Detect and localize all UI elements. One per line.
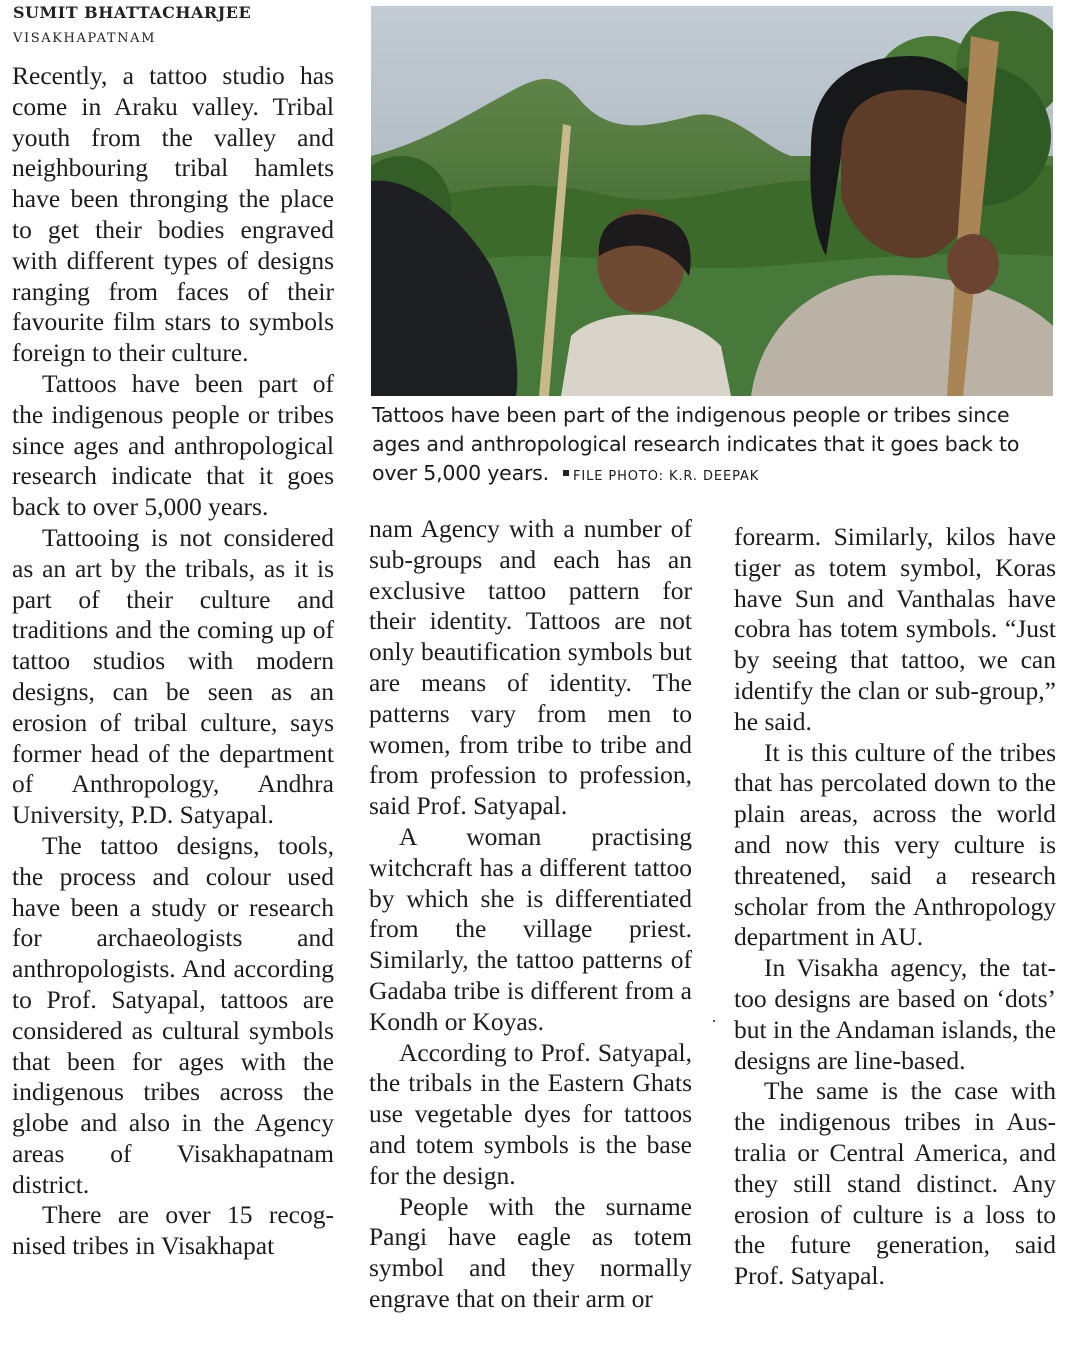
byline: SUMIT BHATTACHARJEE (13, 3, 252, 22)
photo-credit: FILE PHOTO: K.R. DEEPAK (572, 469, 760, 484)
paragraph: People with the surname Pangi have eagle as totem symbol and they normally engrave that on their arm or (369, 1191, 692, 1313)
paragraph: Tattooing is not considered as an art by the tribals, as it is part of their culture and traditions and the coming up of tattoo studios with modern designs, can be seen as an erosion of tribal culture, says former head of the department of Anthropology, Andhra University, P.D. Satyapal. (12, 522, 334, 830)
news-photo (371, 6, 1053, 396)
print-speck (713, 1020, 715, 1022)
paragraph: A woman practising witchcraft has a different tattoo by which she is differentiated from the village priest. Similarly, the tattoo patterns of Gadaba tribe is different from a Kondh or Koyas. (369, 821, 692, 1036)
article-column-3 (734, 522, 1056, 1292)
article-column-2 (369, 514, 692, 1315)
dateline: VISAKHAPATNAM (13, 31, 157, 46)
paragraph: Tattoos have been part of the indigenous people or tribes since ages and anthropological research indicate that it goes back to over 5,000 years. (12, 368, 334, 522)
paragraph: In Visakha agency, the tattoo designs are based on ‘dots’ but in the Andaman islands, the designs are line-based. (734, 953, 1056, 1075)
tribal-women-photo-illustration (371, 6, 1053, 396)
paragraph: According to Prof. Satyapal, the tribals in the Eastern Ghats use vegetable dyes for tattoos and totem symbols is the base for the design. (369, 1037, 692, 1190)
paragraph: The same is the case with the indigenous tribes in Australia or Central America, and they still stand distinct. Any erosion of culture is a loss to the future generation, said Prof. Satyapal. (734, 1076, 1056, 1291)
paragraph: nam Agency with a number of sub-groups and each has an exclusive tattoo pattern for their identity. Tattoos are not only beautification symbols but are means of identity. The patterns vary from men to women, from tribe to tribe and from profession to profession, said Prof. Satyapal. (369, 514, 692, 821)
photo-caption (372, 401, 1056, 491)
paragraph: forearm. Similarly, kilos have tiger as totem symbol, Koras have Sun and Vanthalas have cobra has totem symbols. “Just by seeing that tattoo, we can identify the clan or sub-group,” he said. (734, 522, 1056, 736)
article-column-1 (12, 61, 334, 1262)
paragraph: Recently, a tattoo studio has come in Araku valley. Tribal youth from the valley and neighbouring tribal hamlets have been thronging the place to get their bodies engraved with different types of designs ranging from faces of their favourite film stars to symbols foreign to their culture. (12, 61, 334, 368)
paragraph: There are over 15 recognised tribes in Visakhapat (12, 1200, 334, 1261)
paragraph: The tattoo designs, tools, the process and colour used have been a study or research for archaeologists and anthropologists. And according to Prof. Satyapal, tattoos are considered as cultural symbols that been for ages with the indigenous tribes across the globe and also in the Agency areas of Visakhapatnam district. (12, 830, 334, 1199)
square-bullet-icon (563, 470, 569, 476)
caption-text: Tattoos have been part of the indigenous people or tribes since ages and anthropological research indicates that it goes back to over 5,000 years. (372, 403, 1020, 485)
paragraph: It is this culture of the tribes that has percolated down to the plain areas, across the world and now this very culture is threatened, said a research scholar from the Anthropology department in AU. (734, 737, 1056, 952)
